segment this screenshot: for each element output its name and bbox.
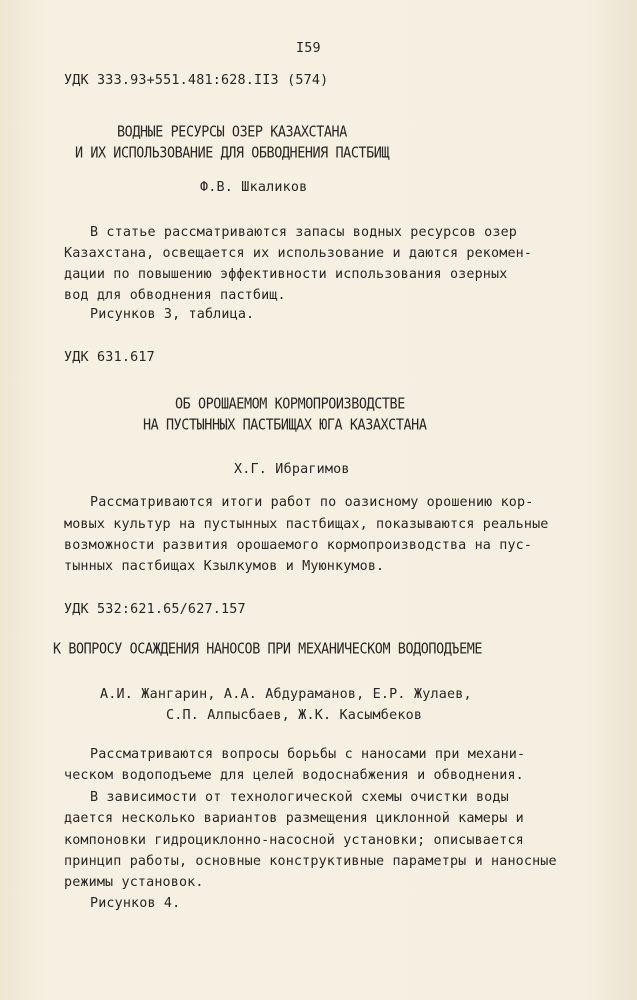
article-title-line: ОБ ОРОШАЕМОМ КОРМОПРОИЗВОДСТВЕ: [175, 395, 405, 414]
abstract-line: мовых культур на пустынных пастбищах, показываются реальные: [64, 517, 549, 532]
abstract-line: вод для обводнения пастбищ.: [64, 288, 286, 303]
article-title-line: НА ПУСТЫННЫХ ПАСТБИЩАХ ЮГА КАЗАХСТАНА: [143, 416, 427, 435]
page-number: I59: [296, 41, 321, 56]
article-title-line: И ИХ ИСПОЛЬЗОВАНИЕ ДЛЯ ОБВОДНЕНИЯ ПАСТБИЩ: [75, 144, 390, 163]
abstract-line: тынных пастбищах Кзылкумов и Муюнкумов.: [64, 559, 385, 574]
udk-code: УДК 532:621.65/627.157: [64, 602, 246, 617]
abstract-line: Рассматриваются вопросы борьбы с наносами при механи-: [90, 747, 526, 762]
abstract-line: Рассматриваются итоги работ по оазисному орошению кор-: [90, 495, 534, 510]
article-author: А.И. Жангарин, А.А. Абдураманов, Е.Р. Жулаев,: [100, 687, 472, 702]
figures-count: Рисунков 3, таблица.: [90, 307, 255, 322]
abstract-line: режимы установок.: [64, 875, 204, 890]
figures-count: Рисунков 4.: [90, 896, 181, 911]
article-title-line: К ВОПРОСУ ОСАЖДЕНИЯ НАНОСОВ ПРИ МЕХАНИЧЕСКОМ ВОДОПОДЪЕМЕ: [53, 640, 483, 659]
abstract-line: возможности развития орошаемого кормопроизводства на пус-: [64, 538, 533, 553]
article-title-line: ВОДНЫЕ РЕСУРСЫ ОЗЕР КАЗАХСТАНА: [117, 123, 347, 142]
article-author: Х.Г. Ибрагимов: [234, 462, 350, 477]
abstract-line: принцип работы, основные конструктивные параметры и наносные: [64, 854, 557, 869]
article-author: Ф.В. Шкаликов: [200, 180, 308, 195]
abstract-line: Казахстана, освещается их использование и даются рекомен-: [64, 246, 533, 261]
article-author: С.П. Алпысбаев, Ж.К. Касымбеков: [166, 708, 423, 723]
abstract-line: В статье рассматриваются запасы водных ресурсов озер: [90, 225, 518, 240]
udk-code: УДК 333.93+551.481:628.II3 (574): [64, 73, 329, 88]
abstract-line: компоновки гидроциклонно-насосной установки; описывается: [64, 833, 524, 848]
udk-code: УДК 631.617: [64, 350, 155, 365]
abstract-line: дается несколько вариантов размещения циклонной камеры и: [64, 811, 524, 826]
abstract-line: ческом водоподъеме для целей водоснабжения и обводнения.: [64, 768, 524, 783]
abstract-line: В зависимости от технологической схемы очистки воды: [90, 790, 509, 805]
abstract-line: дации по повышению эффективности использования озерных: [64, 267, 508, 282]
